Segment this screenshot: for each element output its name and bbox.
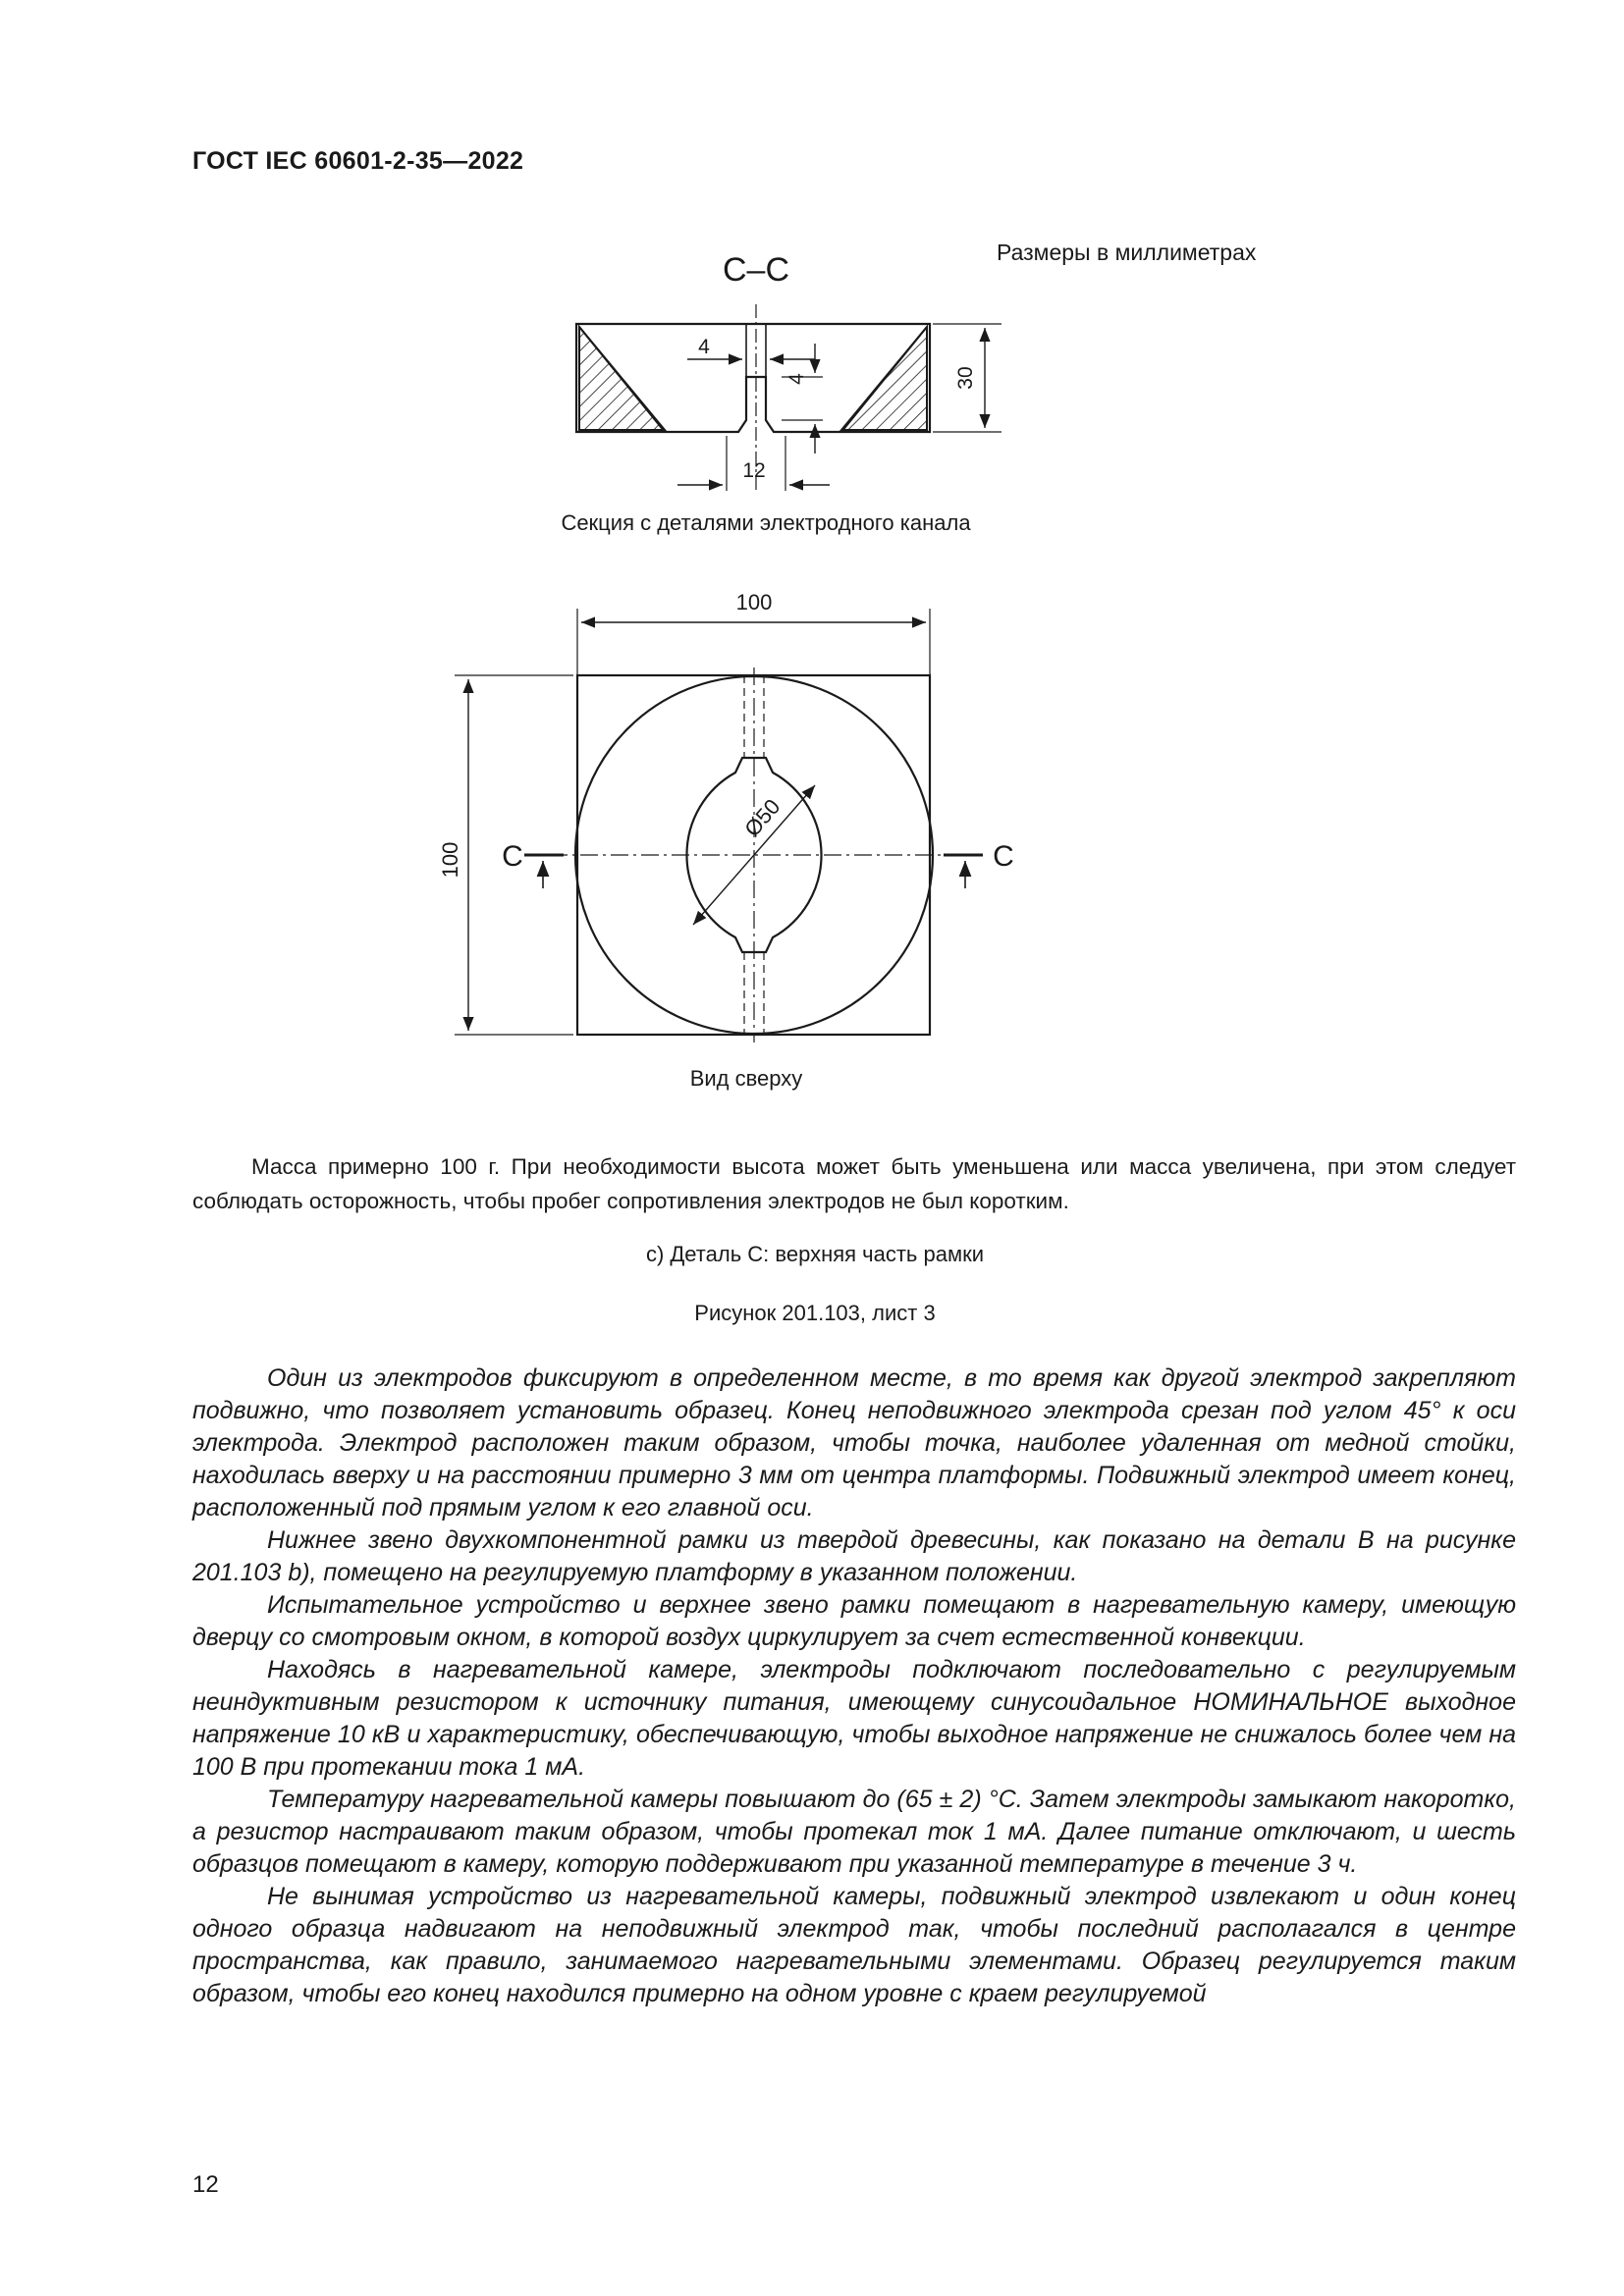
paragraph: Испытательное устройство и верхнее звено рамки помещают в нагревательную камеру, имеющую дверцу со смотровым окном, в которой воздух циркулирует за счет естественной конвекции. (192, 1591, 1516, 1651)
paragraph: Находясь в нагревательной камере, электроды подключают последовательно с регулируемым неиндуктивным резистором к источнику питания, имеющему синусоидальное НОМИНАЛЬНОЕ выходное напряжение 10 кВ и характеристику, обеспечивающую, чтобы выходное напряжение не снижалось более чем на 100 В при протекании тока 1 мА. (192, 1656, 1516, 1781)
dim-30: 30 (954, 366, 977, 390)
mass-note: Масса примерно 100 г. При необходимости высота может быть уменьшена или масса увеличена, при этом следует соблюдать осторожность, чтобы пробег сопротивления электродов не был коротким. (192, 1154, 1516, 1213)
paragraph: Нижнее звено двухкомпонентной рамки из твердой древесины, как показано на детали B на рисунке 201.103 b), помещено на регулируемую платформу в указанном положении. (192, 1526, 1516, 1586)
dim-diameter: Ø50 (739, 794, 785, 841)
units-note: Размеры в миллиметрах (997, 240, 1257, 265)
section-drawing (0, 0, 1624, 1080)
dim-4-vertical: 4 (785, 373, 808, 385)
section-label: С–С (722, 251, 790, 289)
dim-height: 100 (438, 841, 462, 879)
cut-label-right: C (993, 840, 1014, 873)
paragraph: Температуру нагревательной камеры повышают до (65 ± 2) °С. Затем электроды замыкают накоротко, а резистор настраивают таким образом, чтобы протекал ток 1 мА. Далее питание отключают, и шесть образцов помещают в камеру, которую поддерживают при указанной температуре в течение 3 ч. (192, 1786, 1516, 1878)
figure-caption: Рисунок 201.103, лист 3 (694, 1301, 936, 1325)
paragraph: Не вынимая устройство из нагревательной камеры, подвижный электрод извлекают и один конец одного образца надвигают на неподвижный электрод так, чтобы последний располагался в центре пространства, как правило, занимаемого нагревательными элементами. Образец регулируется таким образом, чтобы его конец находился примерно на одном уровне с краем регулируемой (192, 1883, 1516, 2007)
page-number: 12 (192, 2171, 219, 2198)
cut-label-left: C (502, 840, 523, 873)
detail-caption: c) Деталь С: верхняя часть рамки (645, 1242, 985, 1266)
body-text (192, 1362, 1516, 2010)
dim-12: 12 (742, 459, 766, 482)
dim-width: 100 (735, 590, 773, 614)
dim-4-horizontal: 4 (698, 336, 710, 358)
document-header: ГОСТ IEC 60601-2-35—2022 (192, 147, 524, 175)
section-caption: Секция с деталями электродного канала (561, 510, 971, 535)
top-view-caption: Вид сверху (689, 1066, 803, 1091)
paragraph: Один из электродов фиксируют в определенном месте, в то время как другой электрод закрепляют подвижно, что позволяет установить образец. Конец неподвижного электрода срезан под углом 45° к оси электрода. Электрод расположен таким образом, чтобы точка, наиболее удаленная от медной стойки, находилась вверху и на расстоянии примерно 3 мм от центра платформы. Подвижный электрод имеет конец, расположенный под прямым углом к его главной оси. (192, 1364, 1516, 1522)
